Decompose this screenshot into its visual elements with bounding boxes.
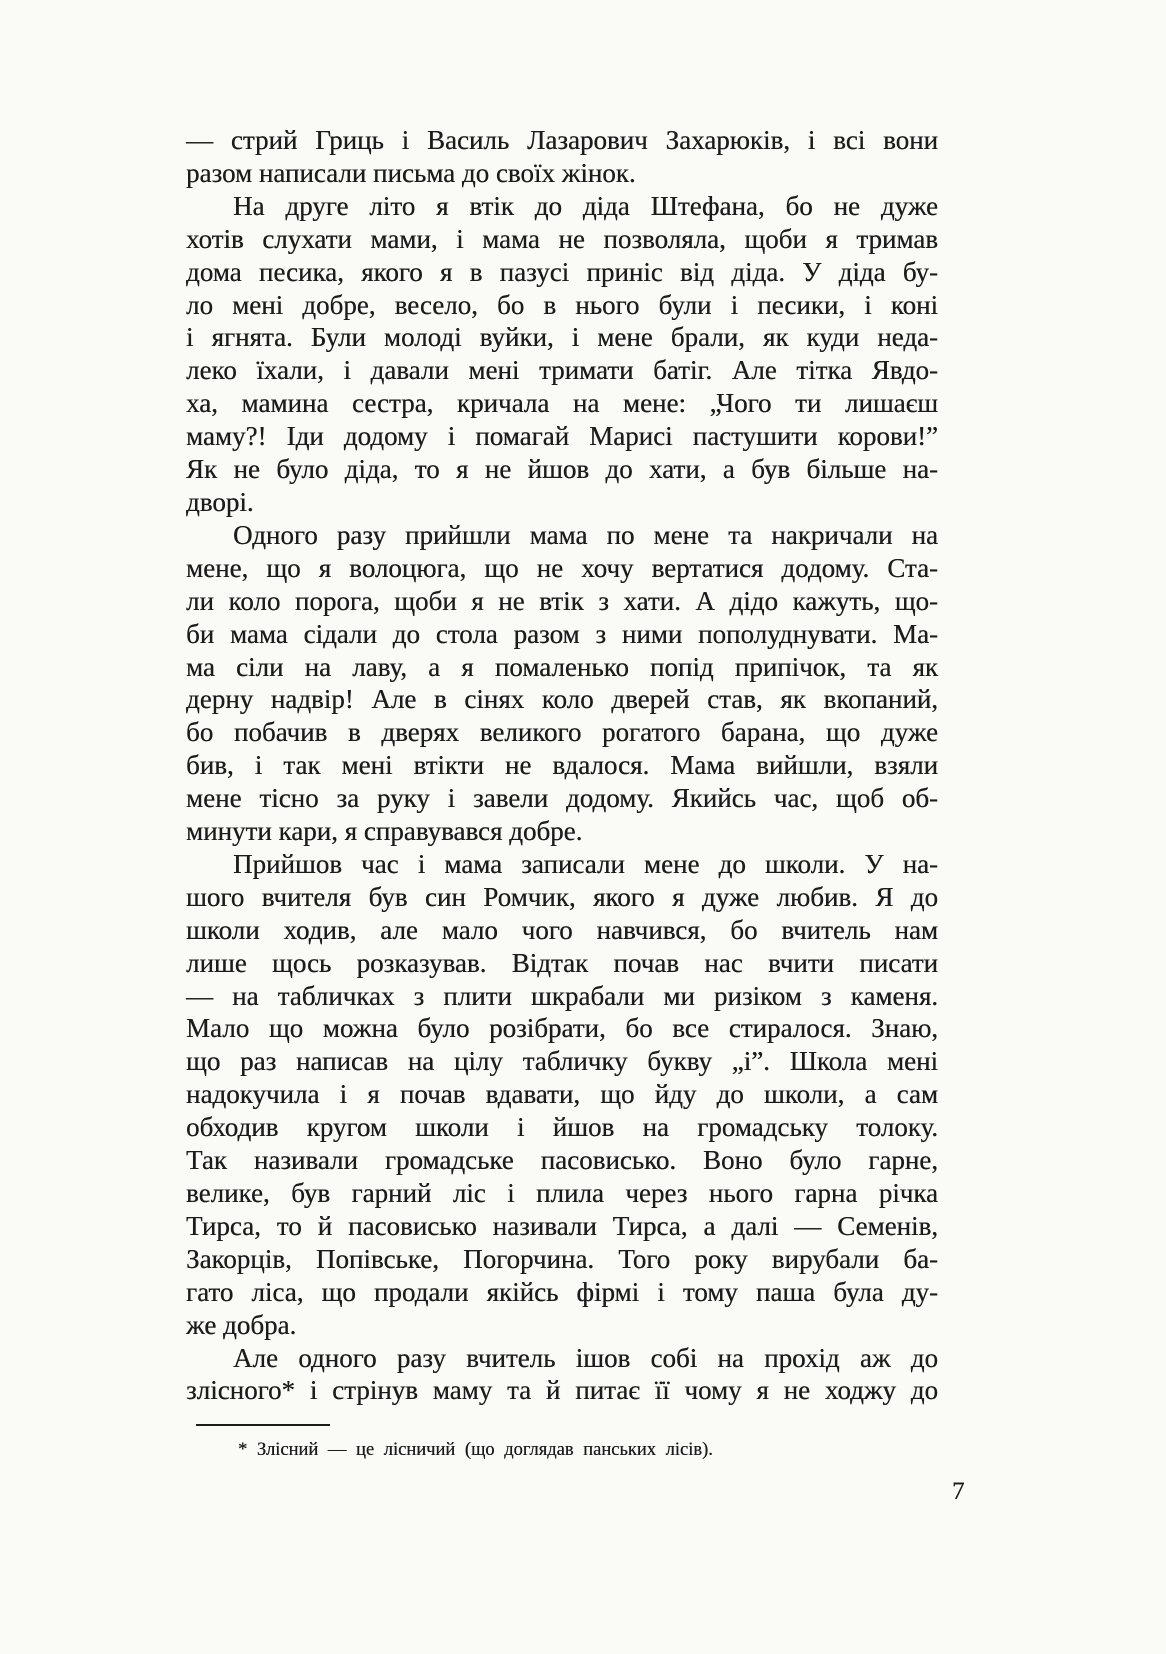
paragraph (186, 190, 938, 519)
paragraph (186, 1342, 938, 1408)
text-line: ма сіли на лаву, а я помаленько попід припічок, та як (186, 651, 938, 682)
text-line: Але одного разу вчитель ішов собі на прохід аж до (233, 1342, 938, 1373)
footnote-text: * Злісний — це лісничий (що доглядав панських лісів). (238, 1440, 713, 1460)
text-line: ха, мамина сестра, кричала на мене: „Чого ти лишаєш (186, 388, 938, 419)
text-line: Прийшов час і мама записали мене до школи. У на- (233, 848, 938, 879)
text-line: Так називали громадське пасовисько. Воно було гарне, (186, 1145, 938, 1176)
body-text (186, 124, 938, 1407)
paragraph (186, 519, 938, 848)
text-line: велике, був гарний ліс і плила через нього гарна річка (186, 1178, 938, 1208)
text-line: що раз написав на цілу табличку букву „і”. Школа мені (186, 1046, 938, 1077)
text-line: хотів слухати мами, і мама не позволяла, щоби я тримав (186, 223, 938, 254)
text-line: бив, і так мені втікти не вдалося. Мама вийшли, взяли (186, 750, 938, 781)
text-line: — на табличках з плити шкрабали ми ризіком з каменя. (186, 980, 938, 1011)
text-line: шого вчителя був син Ромчик, якого я дуже любив. Я до (186, 881, 938, 912)
text-line: школи ходив, але мало чого навчився, бо вчитель нам (186, 914, 938, 945)
text-line: Закорців, Попівське, Погорчина. Того року вирубали ба- (186, 1243, 938, 1274)
text-line: бо побачив в дверях великого рогатого барана, що дуже (186, 717, 938, 748)
text-line: Мало що можна було розібрати, бо все стиралося. Знаю, (186, 1013, 938, 1044)
text-line: разом написали письма до своїх жінок. (186, 157, 636, 188)
text-line: ло мені добре, весело, бо в нього були і песики, і коні (186, 289, 938, 320)
page-number: 7 (952, 1478, 965, 1505)
text-line: ли коло порога, щоби я не втік з хати. А дідо кажуть, що- (186, 585, 938, 616)
text-line: дворі. (186, 486, 254, 517)
text-line: мене тісно за руку і завели додому. Якийсь час, щоб об- (186, 783, 938, 814)
text-line: би мама сідали до стола разом з ними пополуднувати. Ма- (186, 618, 938, 649)
text-line: Як не було діда, то я не йшов до хати, а був більше на- (186, 454, 938, 485)
text-line: Тирса, то й пасовисько називали Тирса, а далі — Семенів, (186, 1210, 938, 1241)
text-line: же добра. (186, 1309, 297, 1340)
text-line: і ягнята. Були молоді вуйки, і мене брали, як куди неда- (186, 322, 938, 353)
text-line: леко їхали, і давали мені тримати батіг. Але тітка Явдо- (186, 355, 938, 386)
text-line: дерну надвір! Але в сінях коло дверей став, як вкопаний, (186, 684, 938, 715)
paragraph (186, 848, 938, 1342)
paragraph (186, 124, 938, 190)
text-line: надокучила і я почав вдавати, що йду до школи, а сам (186, 1079, 938, 1110)
text-line: лише щось розказував. Відтак почав нас вчити писати (186, 947, 938, 978)
text-line: На друге літо я втік до діда Штефана, бо не дуже (233, 190, 938, 221)
text-line: Одного разу прийшли мама по мене та накричали на (233, 519, 938, 550)
text-line: дома песика, якого я в пазусі приніс від діда. У діда бу- (186, 256, 938, 287)
footnote-divider (196, 1424, 330, 1426)
text-line: маму?! Іди додому і помагай Марисі пастушити корови!” (186, 421, 938, 452)
text-line: злісного* і стрінув маму та й питає її чому я не ходжу до (186, 1375, 938, 1406)
text-line: гато ліса, що продали якійсь фірмі і тому паша була ду- (186, 1276, 938, 1307)
text-line: минути кари, я справувався добре. (186, 816, 583, 847)
text-line: мене, що я волоцюга, що не хочу вертатися додому. Ста- (186, 552, 938, 583)
text-line: обходив кругом школи і йшов на громадську толоку. (186, 1112, 938, 1143)
text-line: — стрий Гриць і Василь Лазарович Захарюків, і всі вони (186, 125, 938, 155)
